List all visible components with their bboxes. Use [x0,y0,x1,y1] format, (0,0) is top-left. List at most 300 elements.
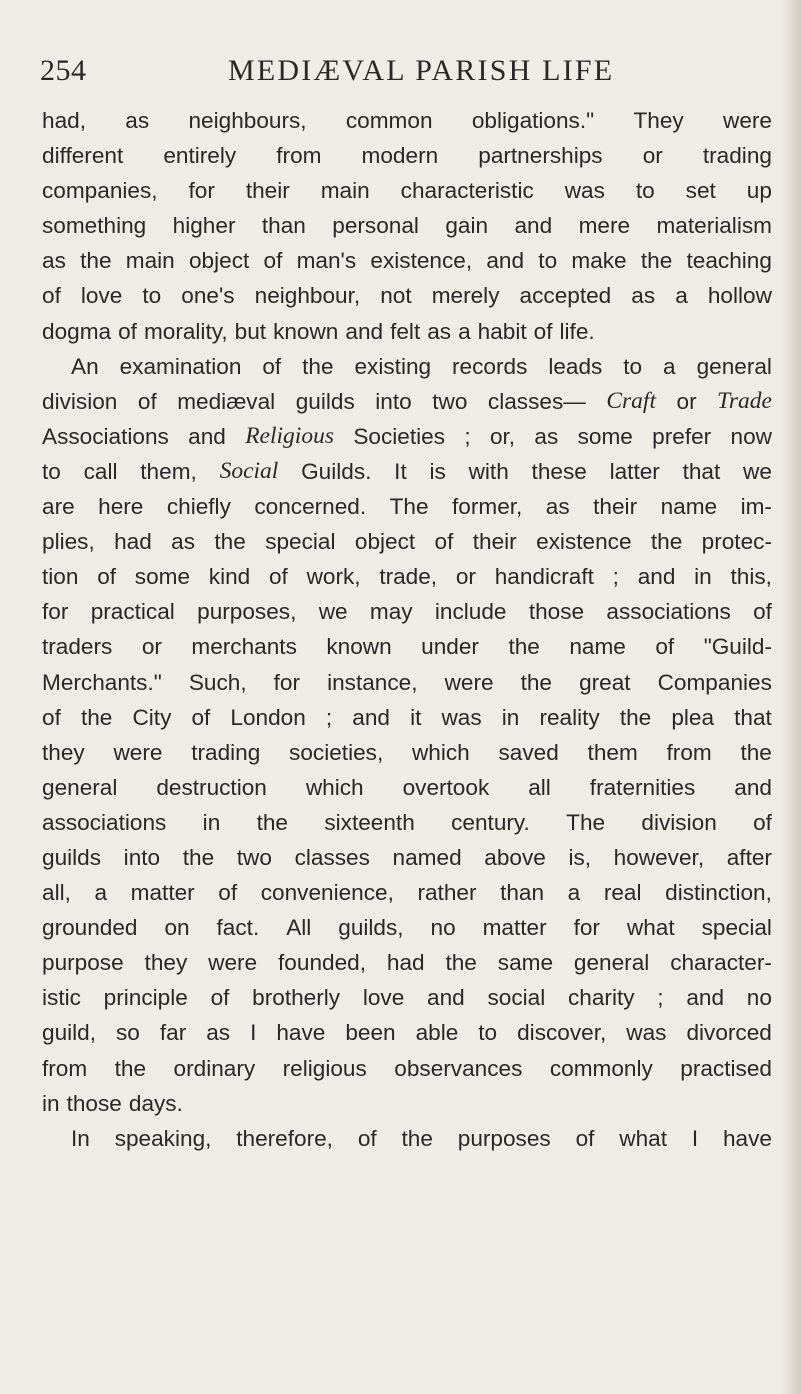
word: however, [613,844,705,870]
word: what [619,1125,667,1151]
word: City [132,704,172,730]
word: hollow [707,283,772,309]
word: and [486,248,525,274]
word: was [441,704,482,730]
word: under [421,634,479,660]
text-line [42,945,772,980]
word: The [566,809,606,835]
italic-word: Religious [245,422,334,449]
word: existence [536,529,632,555]
word: habit [477,318,527,344]
word: two [432,388,468,414]
word: entirely [163,143,237,169]
word: characteristic [400,178,534,204]
word: they [144,950,188,976]
word: a [567,880,581,906]
word: the [619,704,652,730]
word: no [430,915,456,941]
text-line [42,700,772,735]
word: existing [354,353,432,379]
word: mediæval [177,388,276,414]
word: that [734,704,772,730]
word: their [472,529,517,555]
word: felt [390,318,421,344]
word: the [256,809,289,835]
word: the [508,634,540,660]
word: their [245,178,290,204]
word: which [305,774,364,800]
word: merchants [191,634,297,660]
word: societies, [289,739,384,765]
word: charity [568,985,635,1011]
word: set [685,178,716,204]
word: not [380,283,412,309]
word: divorced [686,1020,772,1046]
word: something [42,213,147,239]
word: into [375,388,412,414]
word: of [263,248,283,274]
word: those [528,599,585,625]
word: of [268,564,288,590]
word: tion [42,564,79,590]
word: century. [451,809,530,835]
word: from [42,1055,88,1081]
word: to [478,1020,498,1046]
word: ; [657,985,664,1011]
word: love [80,283,123,309]
word: of [191,704,211,730]
word: of [753,599,772,625]
word: merely [431,283,500,309]
word: classes [294,844,370,870]
word: of [655,634,675,660]
word: latter [609,458,660,484]
word: In [71,1125,90,1151]
word: fraternities [589,774,696,800]
word: accepted [519,283,612,309]
word: gain [445,213,489,239]
word: Guilds. [301,458,372,484]
text-line [42,173,772,208]
word: guild, [42,1020,97,1046]
word: the [302,353,334,379]
word: the [740,739,772,765]
word: in [501,704,520,730]
word: to [538,248,558,274]
word: no [746,985,772,1011]
word: of [137,388,157,414]
word: or [642,143,663,169]
word: neighbour, [254,283,361,309]
word: in [42,1090,60,1116]
word: brotherly [252,985,341,1011]
word: as [534,423,559,449]
word: of [533,318,553,344]
word: to [142,283,162,309]
word: that [682,458,721,484]
word: object [188,248,250,274]
word: Associations [42,423,169,449]
word: division [42,388,118,414]
word: Such, [188,669,247,695]
word: companies, [42,178,158,204]
word: and [734,774,772,800]
text-line [42,208,772,243]
word: were [444,669,494,695]
word: or [141,634,162,660]
word: Societies [353,423,445,449]
word: common [345,108,433,133]
page-number: 254 [40,54,87,87]
word: reality [539,704,600,730]
word: and [427,985,465,1011]
word: all [528,774,551,800]
word: of [434,529,454,555]
word: here [98,494,144,520]
word: have [722,1125,772,1151]
word: convenience, [260,880,394,906]
word: into [123,844,161,870]
word: therefore, [236,1125,333,1151]
word: discover, [517,1020,607,1046]
text-line [42,665,772,700]
word: matter [482,915,547,941]
word: and [188,423,226,449]
word: had [114,529,152,555]
word: named [392,844,462,870]
word: from [666,739,712,765]
word: and [345,318,384,344]
text-line [42,629,772,664]
word: the [445,950,477,976]
word: of [753,809,772,835]
word: guilds [42,844,102,870]
word: sixteenth [324,809,415,835]
italic-word: Trade [717,387,772,414]
word: matter [130,880,195,906]
word: distinction, [665,880,772,906]
word: far [159,1020,187,1046]
word: and [352,704,390,730]
word: of [42,283,61,309]
word: the [80,704,113,730]
word: It [394,458,407,484]
word: in [202,809,221,835]
word: concerned. [254,494,367,520]
word: ; [612,564,619,590]
word: main [320,178,370,204]
word: days. [128,1090,183,1116]
word: plea [671,704,715,730]
word: object [354,529,416,555]
word: obligations." [471,108,595,133]
word: associations [606,599,731,625]
text-line [42,805,772,840]
word: had [386,950,425,976]
word: to [623,353,643,379]
word: for [188,178,215,204]
word: for [42,599,69,625]
word: commonly [549,1055,653,1081]
word: was [626,1020,667,1046]
word: main [125,248,175,274]
word: for [273,669,301,695]
word: this, [730,564,772,590]
word: include [434,599,507,625]
word: general [573,950,650,976]
word: neighbours, [188,108,307,133]
word: general [696,353,772,379]
word: as [206,1020,231,1046]
word: of [42,704,61,730]
text-line [42,454,772,489]
word: traders [42,634,113,660]
text-line [42,349,772,384]
word: and [686,985,725,1011]
word: and [514,213,553,239]
word: modern [361,143,439,169]
word: the [401,1125,433,1151]
word: call [83,458,118,484]
text-line [42,138,772,173]
word: Merchants." [42,669,162,695]
word: than [261,213,306,239]
word: two [236,844,272,870]
text-line [42,1121,772,1156]
word: fact. [216,915,260,941]
word: as [42,248,66,274]
word: a [458,318,471,344]
word: but [234,318,267,344]
word: speaking, [114,1125,212,1151]
word: great [579,669,631,695]
italic-word: Craft [606,387,656,414]
word: the [214,529,246,555]
word: morality, [143,318,228,344]
word: purpose [42,950,124,976]
word: the [114,1055,147,1081]
word: been [345,1020,396,1046]
word: "Guild- [703,634,772,660]
text-line [42,735,772,770]
word: handicraft [494,564,594,590]
word: trading [191,739,261,765]
word: ; [464,423,471,449]
word: London [230,704,306,730]
word: leads [548,353,603,379]
word: I [691,1125,699,1151]
word: or [455,564,476,590]
word: guilds, [338,915,404,941]
word: a [663,353,676,379]
word: work, [306,564,361,590]
word: associations [42,809,167,835]
word: higher [172,213,236,239]
word: from [276,143,322,169]
word: a [94,880,108,906]
word: of [575,1125,595,1151]
word: for [573,915,600,941]
word: life. [559,318,595,344]
word: were [113,739,163,765]
word: we [743,458,772,484]
word: overtook [402,774,490,800]
text-line [42,384,772,419]
word: so [116,1020,140,1046]
word: were [723,108,772,133]
text-line [42,314,772,349]
text-line [42,278,772,313]
word: dogma [42,318,112,344]
word: of [118,318,137,344]
text-line [42,1051,772,1086]
word: same [497,950,554,976]
text-line [42,840,772,875]
word: some [577,423,633,449]
word: teaching [686,248,772,274]
word: social [487,985,546,1011]
word: one's [181,283,235,309]
word: them [587,739,638,765]
word: practised [680,1055,772,1081]
word: have [276,1020,326,1046]
word: personal [332,213,419,239]
word: ordinary [173,1055,256,1081]
word: is, [568,844,592,870]
running-title: MEDIÆVAL PARISH LIFE [228,54,615,87]
text-line [42,1086,772,1121]
word: known [326,634,392,660]
word: prefer [652,423,712,449]
word: They [633,108,684,133]
text-line [42,875,772,910]
text-line [42,594,772,629]
word: to [42,458,61,484]
word: up [746,178,772,204]
text-line [42,489,772,524]
word: All [286,915,312,941]
word: they [42,739,85,765]
word: trading [702,143,772,169]
word: grounded [42,915,138,941]
word: all, [42,880,71,906]
text-line [42,770,772,805]
word: examination [119,353,242,379]
word: practical [90,599,175,625]
word: of [210,985,230,1011]
word: name [569,634,626,660]
word: above [484,844,546,870]
word: which [411,739,470,765]
word: may [369,599,413,625]
text-line [42,910,772,945]
word: those [66,1090,122,1116]
word: as [545,494,570,520]
word: principle [103,985,188,1011]
word: plies, [42,529,95,555]
word: former, [452,494,523,520]
word: known [273,318,339,344]
word: religious [282,1055,367,1081]
word: instance, [327,669,418,695]
word: im- [740,494,772,520]
word: destruction [156,774,267,800]
word: real [603,880,642,906]
word: rather [417,880,477,906]
text-line [42,103,772,138]
italic-word: Social [219,457,279,484]
word: as [631,283,656,309]
word: with [468,458,509,484]
page-edge-shadow [781,0,801,1394]
word: general [42,774,118,800]
word: the [640,248,673,274]
word: in [694,564,712,590]
word: I [250,1020,257,1046]
word: after [726,844,772,870]
word: as [427,318,452,344]
word: guilds [295,388,355,414]
word: purposes [457,1125,551,1151]
text-line [42,524,772,559]
word: purposes, [197,599,297,625]
word: of [357,1125,377,1151]
word: name [660,494,718,520]
word: than [500,880,545,906]
word: or, [489,423,516,449]
word: it [410,704,422,730]
word: love [362,985,405,1011]
word: mere [578,213,631,239]
text-line [42,243,772,278]
word: records [452,353,528,379]
word: as [171,529,196,555]
word: the [520,669,553,695]
word: to [635,178,655,204]
text-line [42,419,772,454]
word: classes— [487,388,586,414]
word: An [71,353,99,379]
word: character- [670,950,772,976]
word: different [42,143,124,169]
word: materialism [656,213,772,239]
word: some [134,564,191,590]
word: of [218,880,238,906]
word: Companies [657,669,772,695]
word: make [571,248,627,274]
word: trade, [379,564,438,590]
word: was [564,178,605,204]
word: division [641,809,717,835]
word: are [42,494,75,520]
word: kind [208,564,251,590]
word: is [429,458,446,484]
word: able [415,1020,459,1046]
word: now [730,423,772,449]
word: special [701,915,772,941]
word: saved [498,739,559,765]
word: istic [42,985,81,1011]
word: of [97,564,117,590]
word: had, [42,108,86,133]
word: them, [140,458,197,484]
word: and [637,564,676,590]
word: ; [325,704,333,730]
text-line [42,559,772,594]
word: we [318,599,348,625]
word: the [80,248,112,274]
running-head [40,54,760,94]
